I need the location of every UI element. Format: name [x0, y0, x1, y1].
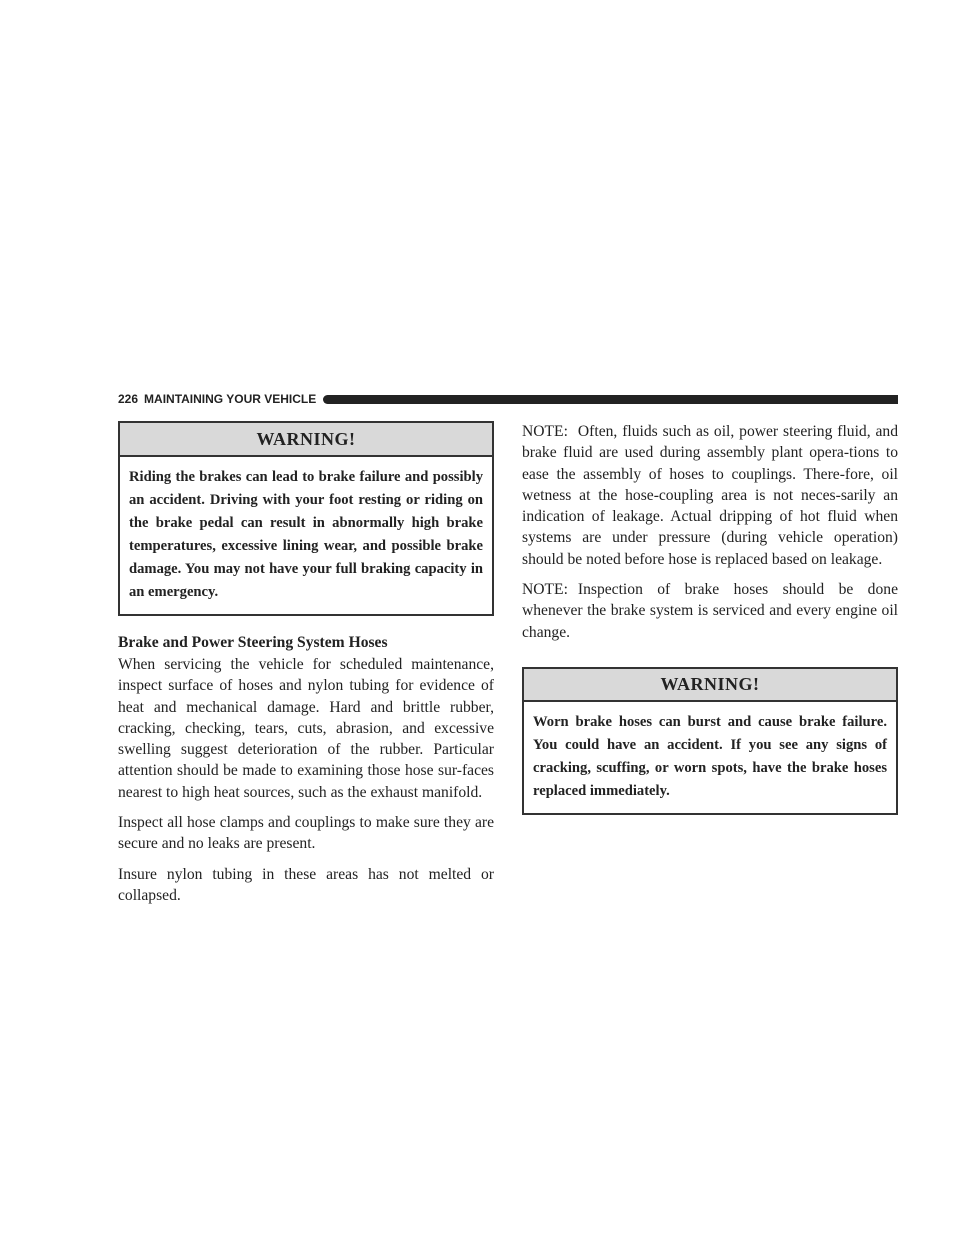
note-paragraph [522, 421, 898, 570]
warning-text: Riding the brakes can lead to brake failure and possibly an accident. Driving with your foot resting or riding on the brake pedal can result in abnormally high brake temperatures, excessive lining wear, and possible brake damage. You may not have your full braking capacity in an emergency. [129, 469, 483, 600]
section-subheading: Brake and Power Steering System Hoses [118, 634, 388, 651]
left-column [118, 421, 494, 906]
section-title: MAINTAINING YOUR VEHICLE [144, 392, 317, 406]
page-number: 226 [118, 392, 139, 406]
page-header [118, 391, 898, 407]
warning-text: Worn brake hoses can burst and cause brake failure. You could have an accident. If you see any signs of cracking, scuffing, or worn spots, have the brake hoses replaced immediately. [533, 713, 887, 799]
body-paragraph: Insure nylon tubing in these areas has not melted or collapsed. [118, 865, 494, 904]
note-text: Inspection of brake hoses should be done whenever the brake system is serviced and every engine oil change. [522, 581, 898, 641]
header-rule [323, 395, 898, 404]
brake-riding-warning-box [118, 421, 494, 616]
right-column [522, 421, 898, 815]
note-label: NOTE: [522, 581, 568, 599]
warning-title: WARNING! [120, 423, 492, 457]
note-text: Often, fluids such as oil, power steering fluid, and brake fluid are used during assembly plant opera-tions to ease the assembly of hoses to couplings. There-fore, oil wetness at the hose-coupling area is not neces-sarily an indication of leakage. Actual dripping of hot fluid when systems are under pressure (during vehicle operation) should be noted before hose is replaced based on leakage. [522, 423, 898, 568]
body-paragraph: Inspect all hose clamps and couplings to make sure they are secure and no leaks are present. [118, 814, 494, 853]
note-label: NOTE: [522, 423, 568, 440]
body-paragraph: When servicing the vehicle for scheduled maintenance, inspect surface of hoses and nylon tubing for evidence of heat and mechanical damage. Hard and brittle rubber, cracking, checking, tears, cuts, abrasion, and excessive swelling suggest deterioration of the rubber. Particular attention should be made to examining those hose sur-faces nearest to high heat sources, such as the exhaust manifold. [118, 656, 494, 801]
note-paragraph [522, 579, 898, 643]
warning-title: WARNING! [524, 669, 896, 702]
worn-hoses-warning-box [522, 667, 898, 815]
